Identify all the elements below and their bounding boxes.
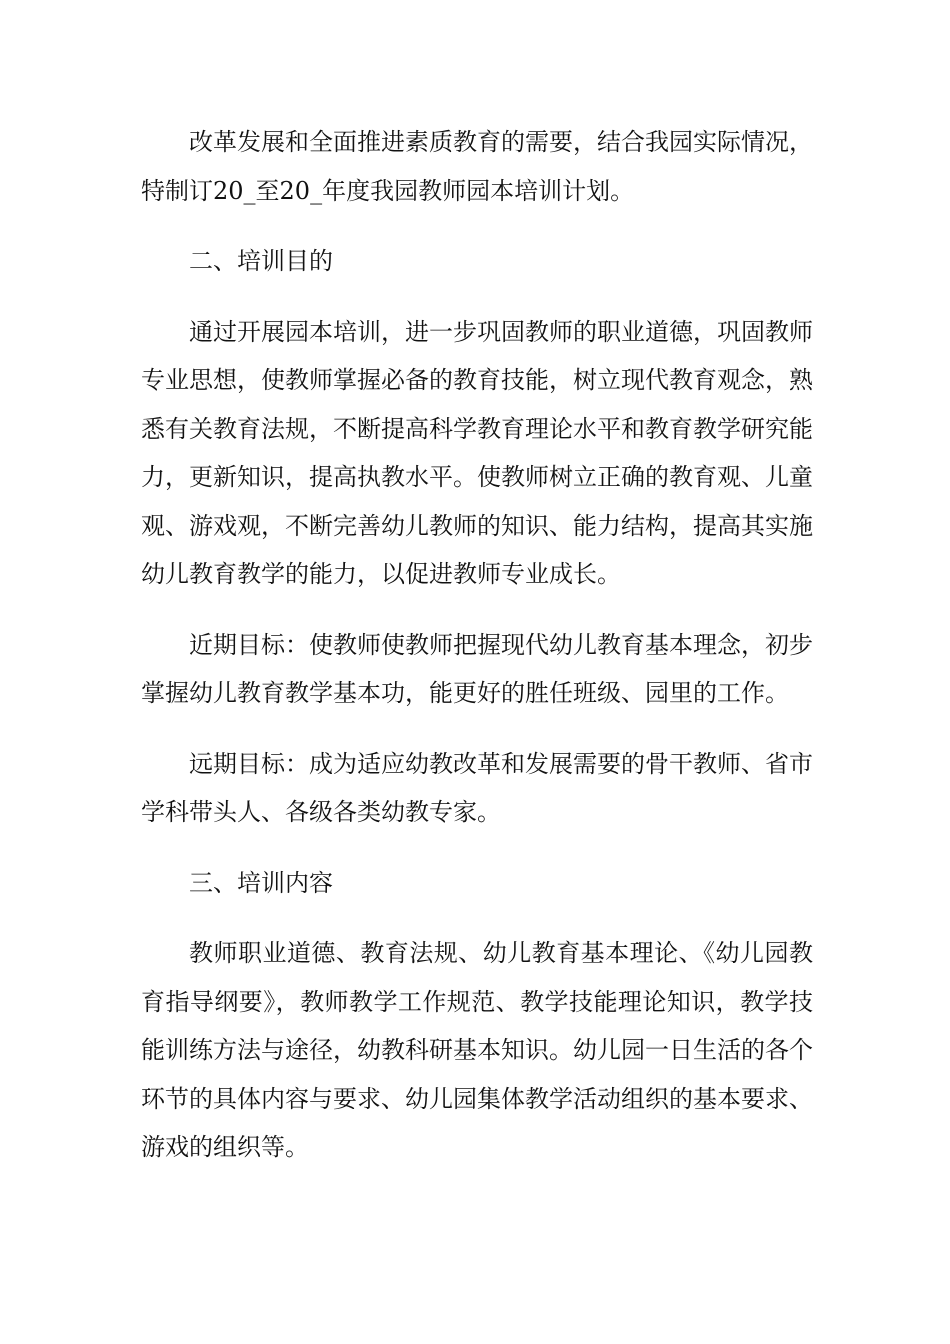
paragraph-long-term-goal: 远期目标：成为适应幼教改革和发展需要的骨干教师、省市学科带头人、各级各类幼教专家。 [141,749,813,826]
paragraph-training-purpose: 通过开展园本培训，进一步巩固教师的职业道德，巩固教师专业思想，使教师掌握必备的教育技能，树立现代教育观念，熟悉有关教育法规，不断提高科学教育理论水平和教育教学研究能力，更新知识，提高执教水平。使教师树立正确的教育观、儿童观、游戏观，不断完善幼儿教师的知识、能力结构，提高其实施幼儿教育教学的能力，以促进教师专业成长。 [141,317,813,588]
paragraph-training-content: 教师职业道德、教育法规、幼儿教育基本理论、《幼儿园教育指导纲要》，教师教学工作规范、教学技能理论知识，教学技能训练方法与途径，幼教科研基本知识。幼儿园一日生活的各个环节的具体内容与要求、幼儿园集体教学活动组织的基本要求、游戏的组织等。 [141,939,813,1161]
paragraph-gap [141,907,813,929]
paragraph-gap [141,718,813,740]
section-heading-training-purpose: 二、培训目的 [189,247,333,275]
paragraph-gap [141,599,813,621]
paragraph-gap [141,286,813,308]
document-body [141,118,813,1172]
section-heading-training-content: 三、培训内容 [189,868,333,897]
paragraph-gap [141,837,813,859]
paragraph-intro-continuation: 改革发展和全面推进素质教育的需要，结合我园实际情况，特制订20_至20_年度我园教师园本培训计划。 [141,128,813,205]
paragraph-gap [141,215,813,237]
paragraph-short-term-goal: 近期目标：使教师使教师把握现代幼儿教育基本理念，初步掌握幼儿教育教学基本功，能更好的胜任班级、园里的工作。 [141,630,813,707]
